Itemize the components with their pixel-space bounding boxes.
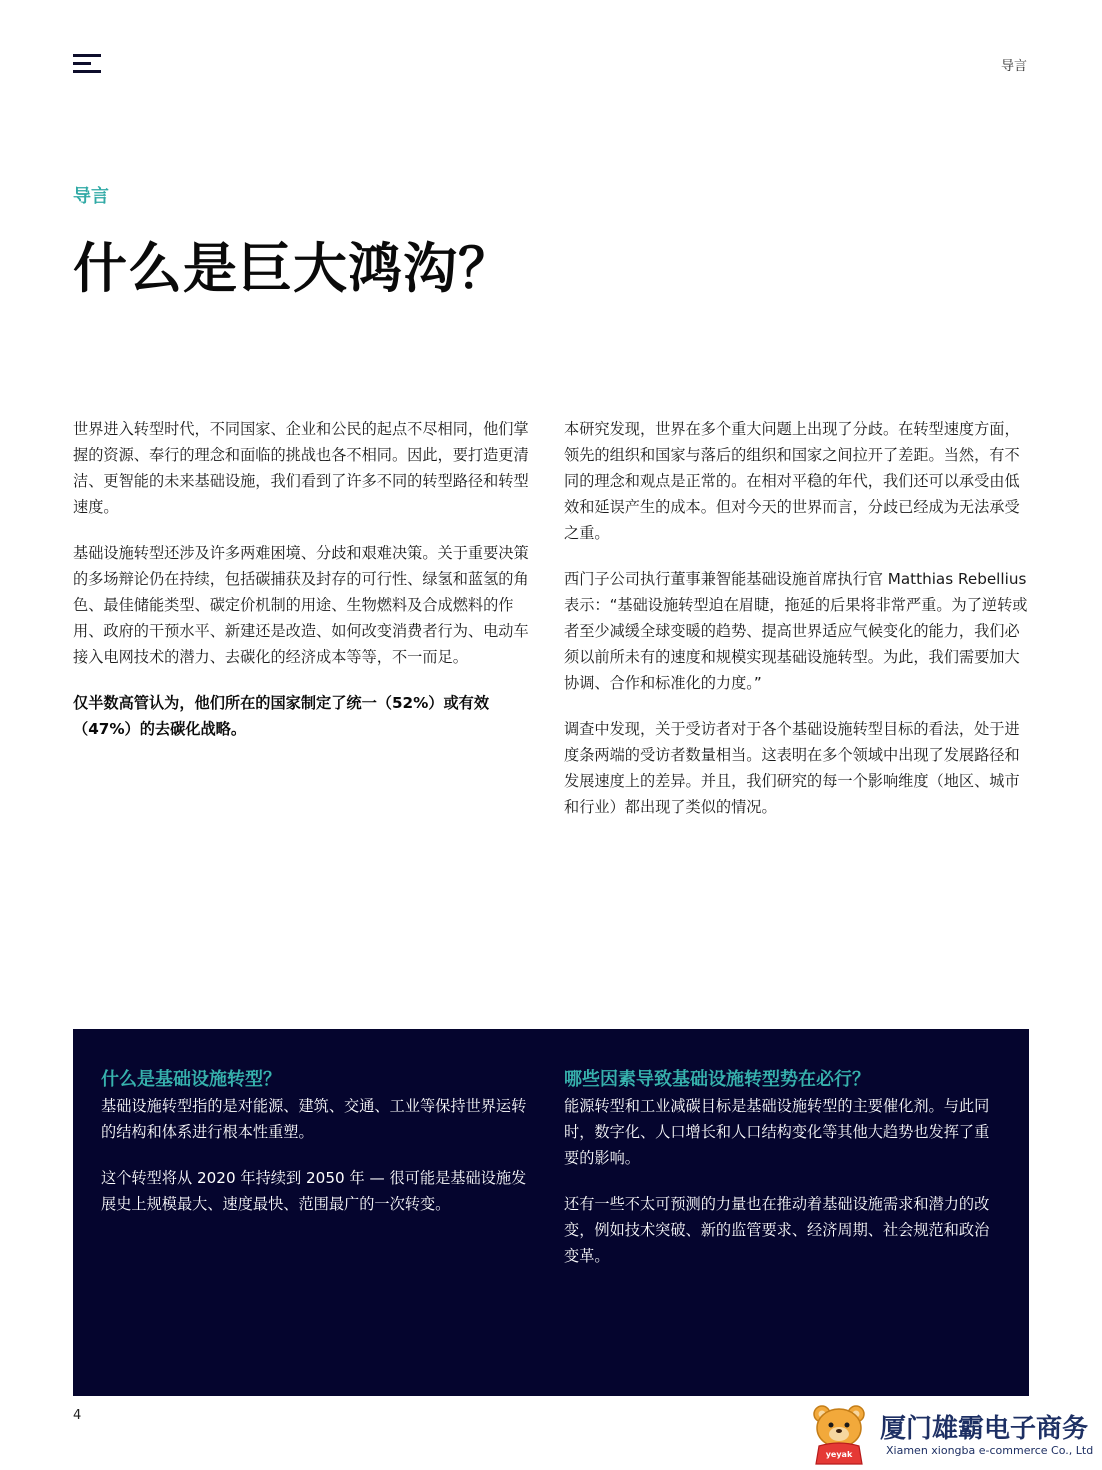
info-left-paragraph-2: 这个转型将从 2020 年持续到 2050 年 — 很可能是基础设施发展史上规模最大、速度最快、范围最广的一次转变。 bbox=[101, 1169, 527, 1213]
watermark-company-en: Xiamen xiongba e-commerce Co., Ltd bbox=[886, 1444, 1094, 1457]
watermark bbox=[806, 1400, 1096, 1466]
info-heading-why: 哪些因素导致基础设施转型势在必行？ bbox=[564, 1069, 870, 1090]
info-left-paragraph-1: 基础设施转型指的是对能源、建筑、交通、工业等保持世界运转的结构和体系进行根本性重塑。 bbox=[101, 1097, 527, 1141]
menu-icon[interactable] bbox=[73, 54, 103, 76]
left-paragraph-2: 基础设施转型还涉及许多两难困境、分歧和艰难决策。关于重要决策的多场辩论仍在持续，包括碳捕获及封存的可行性、绿氢和蓝氢的角色、最佳储能类型、碳定价机制的用途、生物燃料及合成燃料的作用、政府的干预水平、新建还是改造、如何改变消费者行为、电动车接入电网技术的潜力、去碳化的经济成本等等，不一而足。 bbox=[73, 544, 529, 666]
right-paragraph-3: 调查中发现，关于受访者对于各个基础设施转型目标的看法，处于进度条两端的受访者数量相当。这表明在多个领域中出现了发展路径和发展速度上的差异。并且，我们研究的每一个影响维度（地区、城市和行业）都出现了类似的情况。 bbox=[564, 720, 1020, 816]
right-paragraph-1: 本研究发现，世界在多个重大问题上出现了分歧。在转型速度方面，领先的组织和国家与落后的组织和国家之间拉开了差距。当然，有不同的理念和观点是正常的。在相对平稳的年代，我们还可以承受由低效和延误产生的成本。但对今天的世界而言，分歧已经成为无法承受之重。 bbox=[564, 420, 1020, 542]
highlight-statement: 仅半数高管认为，他们所在的国家制定了统一（52%）或有效（47%）的去碳化战略。 bbox=[73, 694, 490, 738]
info-box-left bbox=[101, 1067, 541, 1237]
page-number: 4 bbox=[73, 1408, 82, 1423]
section-eyebrow: 导言 bbox=[73, 186, 109, 207]
watermark-company-cn: 厦门雄霸电子商务 bbox=[880, 1414, 1089, 1444]
left-paragraph-1: 世界进入转型时代，不同国家、企业和公民的起点不尽相同，他们掌握的资源、奉行的理念和面临的挑战也各不相同。因此，要打造更清洁、更智能的未来基础设施，我们看到了许多不同的转型路径和转型速度。 bbox=[73, 420, 529, 516]
left-column bbox=[73, 416, 539, 762]
right-column bbox=[564, 416, 1030, 840]
info-box bbox=[73, 1029, 1029, 1396]
info-box-right bbox=[564, 1067, 1004, 1289]
page-title: 什么是巨大鸿沟？ bbox=[73, 237, 513, 300]
info-right-paragraph-1: 能源转型和工业减碳目标是基础设施转型的主要催化剂。与此同时，数字化、人口增长和人口结构变化等其他大趋势也发挥了重要的影响。 bbox=[564, 1097, 990, 1167]
mascot-badge-text: yeyak bbox=[825, 1450, 853, 1459]
right-paragraph-2: 西门子公司执行董事兼智能基础设施首席执行官 Matthias Rebellius 表示：“基础设施转型迫在眉睫，拖延的后果将非常严重。为了逆转或者至少减缓全球变暖的趋势、提高世界适应气候变化的能力，我们必须以前所未有的速度和规模实现基础设施转型。为此，我们需要加大协调、合作和标准化的力度。” bbox=[564, 570, 1028, 692]
header-section-label: 导言 bbox=[1000, 59, 1027, 74]
info-right-paragraph-2: 还有一些不太可预测的力量也在推动着基础设施需求和潜力的改变，例如技术突破、新的监管要求、经济周期、社会规范和政治变革。 bbox=[564, 1195, 990, 1265]
info-heading-what: 什么是基础设施转型？ bbox=[101, 1069, 281, 1090]
bear-mascot-icon bbox=[806, 1402, 872, 1466]
